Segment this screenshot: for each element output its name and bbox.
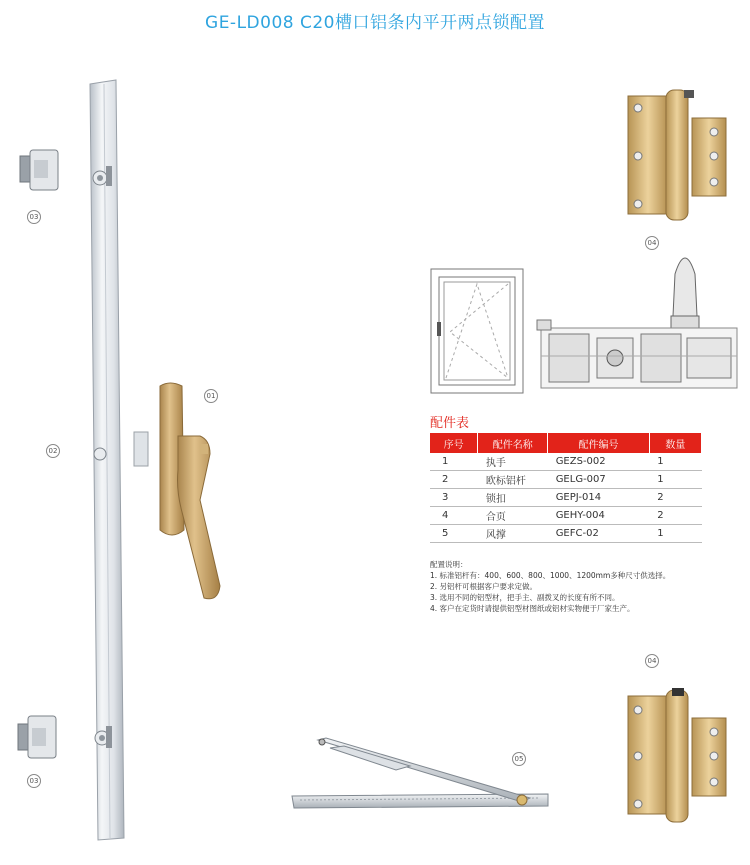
table-cell: 2 [649, 507, 701, 525]
part-label-03-bottom: 03 [27, 774, 41, 788]
notes-item: 4. 客户在定货时请提供铝型材图纸或铝材实物便于厂家生产。 [430, 604, 635, 613]
parts-table [430, 433, 702, 543]
hinge-top-image [626, 86, 730, 222]
part-label-01: 01 [204, 389, 218, 403]
part-label-04-top: 04 [645, 236, 659, 250]
table-cell: 执手 [478, 453, 548, 471]
notes-item: 3. 选用不同的铝型材，把手主、副拨叉的长度有所不同。 [430, 593, 620, 602]
lock-keeper-top-image [18, 148, 60, 194]
part-label-02: 02 [46, 444, 60, 458]
table-cell: GEPJ-014 [548, 489, 650, 507]
column-header: 配件名称 [478, 433, 548, 453]
table-cell: 2 [649, 489, 701, 507]
column-header: 配件编号 [548, 433, 650, 453]
handle-image [130, 380, 225, 608]
configuration-notes [430, 559, 730, 614]
notes-item: 1. 标准铝杆有：400、600、800、1000、1200mm多种尺寸供选择。 [430, 571, 671, 580]
notes-item: 2. 另铝杆可根据客户要求定做。 [430, 582, 538, 591]
part-label-04-bottom: 04 [645, 654, 659, 668]
table-cell: 4 [430, 507, 478, 525]
table-row [430, 471, 702, 489]
page-title: GE-LD008 C20槽口铝条内平开两点锁配置 [205, 13, 545, 33]
table-row [430, 453, 702, 471]
part-label-03-top: 03 [27, 210, 41, 224]
column-header: 序号 [430, 433, 478, 453]
table-cell: GELG-007 [548, 471, 650, 489]
profile-section-diagram [535, 238, 740, 398]
table-cell: 2 [430, 471, 478, 489]
table-cell: 1 [649, 525, 701, 543]
table-cell: 锁扣 [478, 489, 548, 507]
part-label-05: 05 [512, 752, 526, 766]
table-cell: 1 [649, 471, 701, 489]
notes-title: 配置说明： [430, 560, 468, 569]
table-cell: 1 [649, 453, 701, 471]
table-cell: 合页 [478, 507, 548, 525]
window-elevation-diagram [430, 268, 525, 396]
table-cell: GEHY-004 [548, 507, 650, 525]
table-row [430, 507, 702, 525]
friction-stay-image [290, 736, 552, 812]
table-cell: GEZS-002 [548, 453, 650, 471]
parts-table-header-row [430, 433, 702, 453]
lock-keeper-bottom-image [16, 714, 58, 762]
table-row [430, 489, 702, 507]
table-row [430, 525, 702, 543]
hinge-bottom-image [626, 686, 730, 824]
table-cell: 3 [430, 489, 478, 507]
table-cell: 风撑 [478, 525, 548, 543]
table-cell: 5 [430, 525, 478, 543]
table-cell: 欧标铝杆 [478, 471, 548, 489]
table-cell: 1 [430, 453, 478, 471]
parts-table-heading: 配件表 [430, 416, 470, 431]
aluminium-rod-image [80, 78, 130, 842]
table-cell: GEFC-02 [548, 525, 650, 543]
column-header: 数量 [649, 433, 701, 453]
